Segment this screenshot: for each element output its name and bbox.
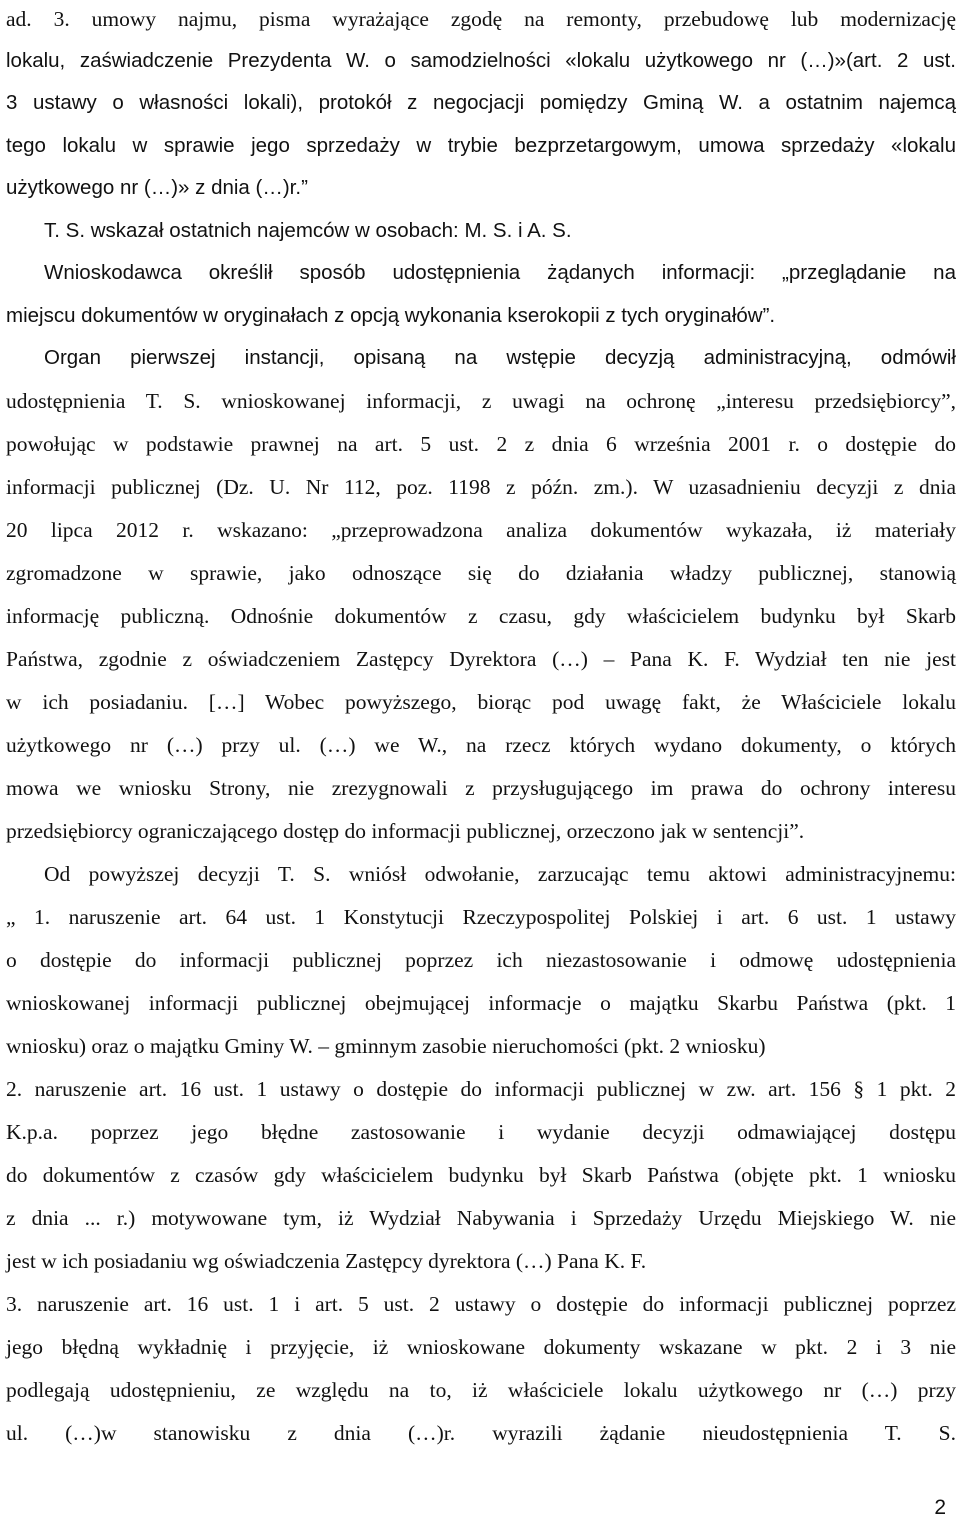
text-line: z dnia ... r.) motywowane tym, iż Wydział Nabywania i Sprzedaży Urzędu Miejskiego W. nie bbox=[6, 1206, 956, 1230]
text-line: jego błędną wykładnię i przyjęcie, iż wnioskowane dokumenty wskazane w pkt. 2 i 3 nie bbox=[6, 1335, 956, 1359]
text-line: T. S. wskazał ostatnich najemców w osobach: M. S. i A. S. bbox=[44, 219, 572, 242]
text-line: informacji publicznej (Dz. U. Nr 112, poz. 1198 z późn. zm.). W uzasadnieniu decyzji z dnia bbox=[6, 475, 956, 499]
text-line: K.p.a. poprzez jego błędne zastosowanie i wydanie decyzji odmawiającej dostępu bbox=[6, 1120, 956, 1144]
text-line: do dokumentów z czasów gdy właścicielem budynku był Skarb Państwa (objęte pkt. 1 wniosku bbox=[6, 1163, 956, 1187]
text-line: „ 1. naruszenie art. 64 ust. 1 Konstytucji Rzeczypospolitej Polskiej i art. 6 ust. 1 ustawy bbox=[6, 905, 956, 929]
text-line: wnioskowanej informacji publicznej obejmującej informacje o majątku Skarbu Państwa (pkt. 1 bbox=[6, 991, 956, 1015]
text-line: Od powyższej decyzji T. S. wniósł odwołanie, zarzucając temu aktowi administracyjnemu: bbox=[44, 862, 956, 886]
text-line: zgromadzone w sprawie, jako odnoszące się do działania władzy publicznej, stanowią bbox=[6, 561, 956, 585]
text-line: lokalu, zaświadczenie Prezydenta W. o samodzielności «lokalu użytkowego nr (…)»(art. 2 ust. bbox=[6, 49, 956, 72]
text-line: 3. naruszenie art. 16 ust. 1 i art. 5 ust. 2 ustawy o dostępie do informacji publicznej poprzez bbox=[6, 1292, 956, 1316]
text-line: mowa we wniosku Strony, nie zrezygnowali z przysługującego im prawa do ochrony interesu bbox=[6, 776, 956, 800]
page-number: 2 bbox=[934, 1496, 946, 1519]
text-line: o dostępie do informacji publicznej poprzez ich niezastosowanie i odmowę udostępnienia bbox=[6, 948, 956, 972]
text-line: informację publiczną. Odnośnie dokumentów z czasu, gdy właścicielem budynku był Skarb bbox=[6, 604, 956, 628]
text-line: przedsiębiorcy ograniczającego dostęp do informacji publicznej, orzeczono jak w sentencji”. bbox=[6, 819, 805, 843]
text-line: udostępnienia T. S. wnioskowanej informacji, z uwagi na ochronę „interesu przedsiębiorcy”, bbox=[6, 389, 956, 413]
text-line: podlegają udostępnieniu, ze względu na to, iż właściciele lokalu użytkowego nr (…) przy bbox=[6, 1378, 956, 1402]
text-line: ad. 3. umowy najmu, pisma wyrażające zgodę na remonty, przebudowę lub modernizację bbox=[6, 7, 956, 31]
text-line: 20 lipca 2012 r. wskazano: „przeprowadzona analiza dokumentów wykazała, iż materiały bbox=[6, 518, 956, 542]
text-line: ul. (…)w stanowisku z dnia (…)r. wyrazili żądanie nieudostępnienia T. S. bbox=[6, 1421, 956, 1445]
text-line: powołując w podstawie prawnej na art. 5 ust. 2 z dnia 6 września 2001 r. o dostępie do bbox=[6, 432, 956, 456]
text-line: w ich posiadaniu. […] Wobec powyższego, biorąc pod uwagę fakt, że Właściciele lokalu bbox=[6, 690, 956, 714]
text-line: 2. naruszenie art. 16 ust. 1 ustawy o dostępie do informacji publicznej w zw. art. 156 § 1 pkt. 2 bbox=[6, 1077, 956, 1101]
text-line: 3 ustawy o własności lokali), protokół z negocjacji pomiędzy Gminą W. a ostatnim najemcą bbox=[6, 91, 956, 114]
text-line: tego lokalu w sprawie jego sprzedaży w trybie bezprzetargowym, umowa sprzedaży «lokalu bbox=[6, 134, 956, 157]
text-line: jest w ich posiadaniu wg oświadczenia Zastępcy dyrektora (…) Pana K. F. bbox=[6, 1249, 647, 1273]
text-line: Organ pierwszej instancji, opisaną na wstępie decyzją administracyjną, odmówił bbox=[44, 346, 956, 369]
text-line: użytkowego nr (…) przy ul. (…) we W., na rzecz których wydano dokumenty, o których bbox=[6, 733, 956, 757]
text-line: Wnioskodawca określił sposób udostępnienia żądanych informacji: „przeglądanie na bbox=[44, 261, 956, 284]
text-line: miejscu dokumentów w oryginałach z opcją wykonania kserokopii z tych oryginałów”. bbox=[6, 304, 776, 327]
text-line: użytkowego nr (…)» z dnia (…)r.” bbox=[6, 176, 308, 199]
text-line: Państwa, zgodnie z oświadczeniem Zastępcy Dyrektora (…) – Pana K. F. Wydział ten nie jest bbox=[6, 647, 956, 671]
text-line: wniosku) oraz o majątku Gminy W. – gminnym zasobie nieruchomości (pkt. 2 wniosku) bbox=[6, 1034, 766, 1058]
